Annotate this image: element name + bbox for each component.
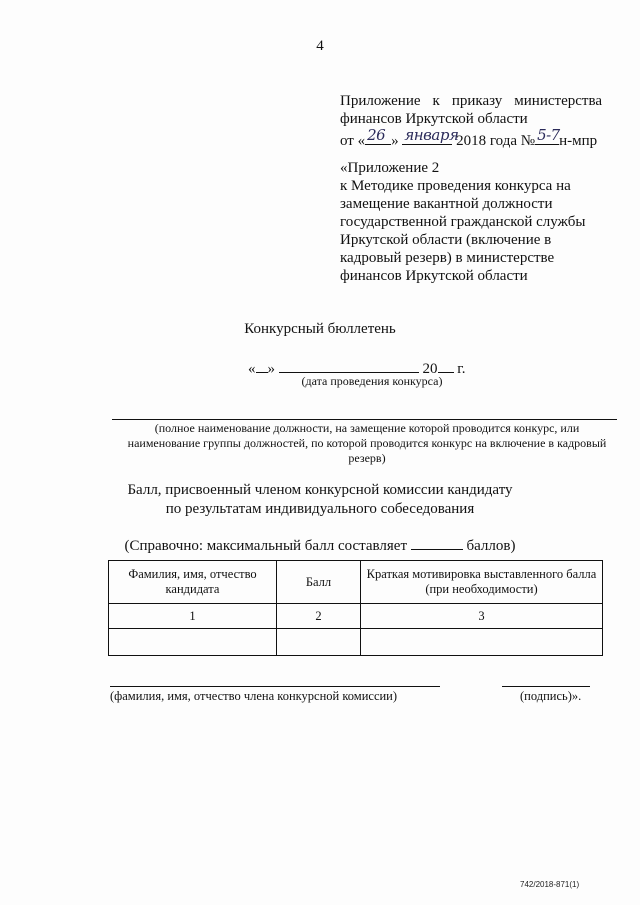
methodic-line: Иркутской области (включение в (340, 232, 552, 248)
appendix-order-line (340, 128, 602, 150)
reference-suffix: баллов) (466, 538, 516, 554)
header-score: Балл (277, 561, 361, 604)
methodic-line: к Методике проведения конкурса на (340, 178, 571, 194)
methodic-line: государственной гражданской службы (340, 214, 586, 230)
signature-caption: (подпись)». (520, 689, 582, 703)
document-code: 742/2018-871(1) (520, 880, 580, 889)
table-row (109, 629, 603, 656)
ballot-title: Конкурсный бюллетень (244, 321, 396, 337)
motivation-cell (361, 629, 603, 656)
score-heading (0, 481, 640, 519)
date-caption: (дата проведения конкурса) (301, 374, 443, 388)
handwritten-order-number: 5-7 (537, 126, 560, 144)
appendix-line-1: Приложение к приказу министерства (340, 93, 602, 109)
commission-member-name-line (110, 686, 440, 687)
handwritten-day: 26 (367, 126, 386, 144)
position-caption: (полное наименование должности, на замещение которой проводится конкурс, или наименование группы должностей, по которой проводится конкурс на включение в кадровый резерв) (127, 421, 607, 465)
methodic-line: замещение вакантной должности (340, 196, 553, 212)
methodic-reference (340, 159, 602, 285)
order-suffix: н-мпр (559, 133, 598, 149)
appendix-header (340, 92, 602, 150)
candidate-name-cell (109, 629, 277, 656)
methodic-line: «Приложение 2 (340, 160, 440, 176)
column-number-3: 3 (361, 604, 603, 629)
mid-quote: » (391, 133, 399, 149)
month-blank (279, 358, 419, 373)
methodic-line: финансов Иркутской области (340, 268, 528, 284)
appendix-line-2: финансов Иркутской области (340, 111, 528, 127)
commission-member-caption: (фамилия, имя, отчество члена конкурсной комиссии) (110, 689, 398, 703)
header-motivation: Краткая мотивировка выставленного балла (при необходимости) (361, 561, 603, 604)
methodic-line: кадровый резерв) в министерстве (340, 250, 555, 266)
signature-line (502, 686, 590, 687)
column-number-1: 1 (109, 604, 277, 629)
max-score-reference (0, 535, 640, 555)
year-text: 2018 года № (456, 133, 536, 149)
header-candidate-name: Фамилия, имя, отчество кандидата (109, 561, 277, 604)
page-number: 4 (316, 38, 324, 54)
year-suffix: г. (457, 361, 466, 377)
position-name-line (112, 419, 617, 420)
year-blank (438, 358, 454, 373)
score-cell (277, 629, 361, 656)
reference-prefix: (Справочно: максимальный балл составляет (124, 538, 408, 554)
score-heading-line-1: Балл, присвоенный членом конкурсной комиссии кандидату (127, 482, 513, 498)
day-field (365, 128, 391, 145)
date-open-quote: « (248, 361, 256, 377)
max-score-blank (411, 535, 463, 550)
order-number-field (535, 128, 559, 145)
score-table (108, 560, 603, 656)
day-blank (256, 358, 268, 373)
column-number-2: 2 (277, 604, 361, 629)
date-close-quote: » (267, 361, 275, 377)
table-column-numbers-row (109, 604, 603, 629)
handwritten-month: января (404, 126, 459, 144)
month-field (402, 126, 459, 145)
year-prefix: 20 (422, 361, 438, 377)
from-prefix: от « (340, 133, 366, 149)
table-header-row (109, 561, 603, 604)
score-heading-line-2: по результатам индивидуального собеседования (165, 501, 475, 517)
